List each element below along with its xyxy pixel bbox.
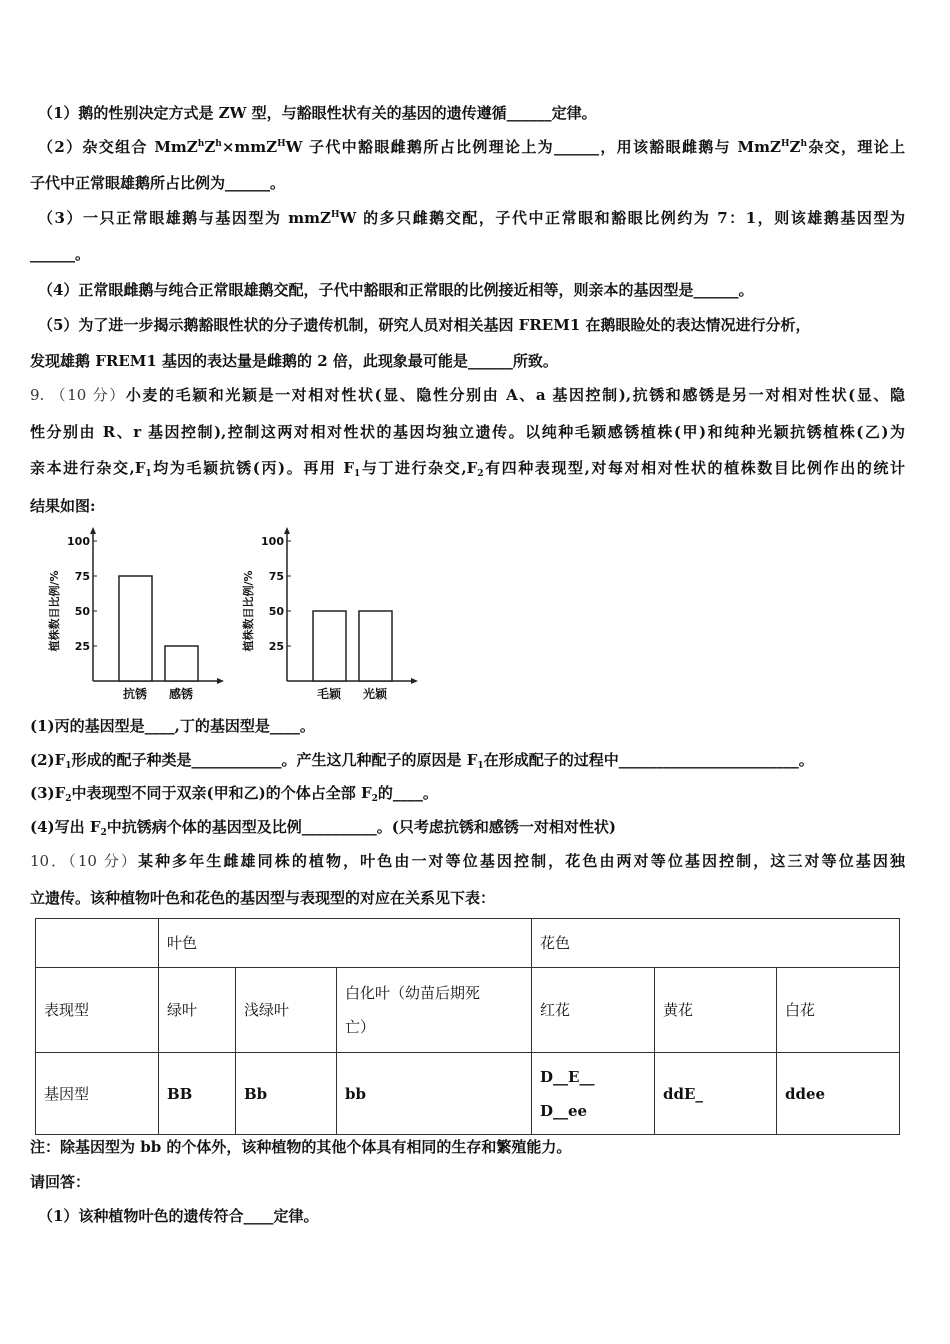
cell-line: 白化叶（幼苗后期死 [345,984,481,1002]
q9-subquestion [30,750,814,770]
cell-line: D__E__ [540,1067,595,1086]
table-cell: Bb [236,1053,337,1135]
x-axis-arrow [217,678,224,684]
q8-line [30,351,558,371]
text-run: 子代中正常眼雄鹅所占比例为______。 [30,174,286,192]
table-cell: 浅绿叶 [236,968,337,1053]
text-run: 中抗锈病个体的基因型及比例__________。(只考虑抗锈和感锈一对相对性状) [106,818,616,836]
q9-line [30,422,905,442]
table-header-flower-color: 花色 [532,919,900,968]
table-label-phenotype: 表现型 [36,968,159,1053]
q8-line [38,280,753,300]
subscript: 2 [100,828,107,838]
y-tick-label: 25 [268,640,284,653]
text-run: 立遗传。该种植物叶色和花色的基因型与表现型的对应在关系见下表： [30,889,496,907]
q10-text [30,1172,90,1192]
subscript: 2 [477,469,484,479]
q10-text [30,1137,571,1157]
x-tick-label: 光颖 [362,687,388,701]
table-row-genotype [36,1053,900,1135]
bar [313,611,346,681]
text-run: 在形成配子的过程中________________________。 [483,751,814,769]
text-run: 小麦的毛颖和光颖是一对相对性状(显、隐性分别由 A、a 基因控制),抗锈和感锈是另一对相对性状(显、隐 [125,386,905,404]
y-axis-label: 植株数目比例/% [242,570,255,652]
text-run: ×mmZ [221,138,278,156]
table-cell [337,968,532,1053]
y-tick-label: 25 [74,640,90,653]
q9-subquestion [30,783,438,803]
table-cell-empty [36,919,159,968]
chart-glume-type [234,525,424,710]
y-tick-label: 50 [268,605,284,618]
bar [119,576,152,681]
text-run: （4）正常眼雌鹅与纯合正常眼雄鹅交配，子代中豁眼和正常眼的比例接近相等，则亲本的基因型是______。 [38,281,754,299]
chart-rust-resistance [40,525,230,710]
table-cell: 黄花 [655,968,777,1053]
text-run: W 的多只雌鹅交配，子代中正常眼和豁眼比例约为 7：1，则该雄鹅基因型为 [339,209,905,227]
superscript: h [215,139,222,149]
table-cell: ddE_ [655,1053,777,1135]
q9-line [30,496,96,516]
table-cell [532,1053,655,1135]
q9-line [30,458,905,478]
text-run: (4)写出 F [30,818,101,836]
text-run: Z [789,138,801,156]
subscript: 2 [65,794,72,804]
text-run: 形成的配子种类是____________。产生这几种配子的原因是 F [71,751,478,769]
text-run: ______。 [30,245,91,263]
table-label-genotype: 基因型 [36,1053,159,1135]
q9-subquestion [30,716,315,736]
subscript: 2 [371,794,378,804]
x-tick-label: 抗锈 [122,687,148,701]
text-run: （1）鹅的性别决定方式是 ZW 型，与豁眼性状有关的基因的遗传遵循______定律。 [38,104,597,122]
y-tick-label: 75 [74,570,90,583]
text-run: 发现雄鹅 FREM1 基因的表达量是雌鹅的 2 倍，此现象最可能是______所致。 [30,352,558,370]
q8-line [38,137,905,157]
subscript: 1 [353,469,361,479]
text-run: (3)F [30,784,66,802]
superscript: H [277,139,286,149]
q10-text [38,1206,318,1226]
q8-line [38,103,597,123]
text-run: 的____。 [377,784,438,802]
text-run: Z [204,138,216,156]
text-run: 与丁进行杂交,F [360,459,478,477]
text-run: （2）杂交组合 MmZ [38,138,198,156]
text-run: 注：除基因型为 bb 的个体外，该种植物的其他个体具有相同的生存和繁殖能力。 [30,1138,572,1156]
text-run: 性分别由 R、r 基因控制),控制这两对相对性状的基因均独立遗传。以纯种毛颖感锈植株(甲)和纯种光颖抗锈植株(乙)为 [30,423,905,441]
y-axis-arrow [284,527,290,534]
subscript: 1 [477,761,484,771]
table-header-leaf-color: 叶色 [159,919,532,968]
superscript: H [330,210,340,220]
text-run: 杂交，理论上 [807,138,906,156]
superscript: H [780,139,790,149]
table-cell: ddee [777,1053,900,1135]
q8-line [38,315,810,335]
text-run: 请回答： [30,1173,91,1191]
bar [165,646,198,681]
text-run: 均为毛颖抗锈(丙)。再用 F [151,459,354,477]
y-tick-label: 75 [268,570,284,583]
superscript: h [197,139,205,149]
cell-line: 亡） [345,1018,376,1036]
table-cell: 红花 [532,968,655,1053]
y-tick-label: 100 [261,535,284,548]
x-tick-label: 感锈 [168,687,194,701]
subscript: 1 [65,761,72,771]
text-run: 结果如图: [30,497,96,515]
subscript: 1 [145,469,152,479]
q8-line [30,244,90,264]
y-tick-label: 100 [67,535,90,548]
text-run: 有四种表现型,对每对相对性状的植株数目比例作出的统计 [483,459,906,477]
table-row-phenotype [36,968,900,1053]
cell-line: D__ee [540,1101,588,1120]
text-run: （1）该种植物叶色的遗传符合____定律。 [38,1207,319,1225]
text-run: （3）一只正常眼雄鹅与基因型为 mmZ [38,209,331,227]
y-tick-label: 50 [74,605,90,618]
q9-subquestion [30,817,616,837]
text-run: 某种多年生雌雄同株的植物，叶色由一对等位基因控制，花色由两对等位基因控制，这三对等位基因独 [138,852,905,870]
text-run: 中表现型不同于双亲(甲和乙)的个体占全部 F [71,784,372,802]
y-axis-label: 植株数目比例/% [48,570,61,652]
genotype-phenotype-table [35,918,900,1135]
table-cell: bb [337,1053,532,1135]
q9-line [30,385,905,405]
q10-line [30,888,495,908]
y-axis-arrow [90,527,96,534]
question-number: 10．（10 分） [30,852,138,870]
table-cell: 绿叶 [159,968,236,1053]
superscript: h [800,139,807,149]
q10-line [30,851,905,871]
question-number: 9. （10 分） [30,386,126,404]
text-run: W 子代中豁眼雌鹅所占比例理论上为______，用该豁眼雌鹅与 MmZ [285,138,781,156]
bar [359,611,392,681]
text-run: (2)F [30,751,66,769]
x-tick-label: 毛颖 [316,687,342,701]
q8-line [38,208,905,228]
x-axis-arrow [411,678,418,684]
table-header-row [36,919,900,968]
text-run: 亲本进行杂交,F [30,459,146,477]
table-cell: 白花 [777,968,900,1053]
text-run: (1)丙的基因型是____,丁的基因型是____。 [30,717,315,735]
table-cell: BB [159,1053,236,1135]
q8-line [30,173,285,193]
text-run: （5）为了进一步揭示鹅豁眼性状的分子遗传机制，研究人员对相关基因 FREM1 在鹅眼睑处的表达情况进行分析， [38,316,811,334]
